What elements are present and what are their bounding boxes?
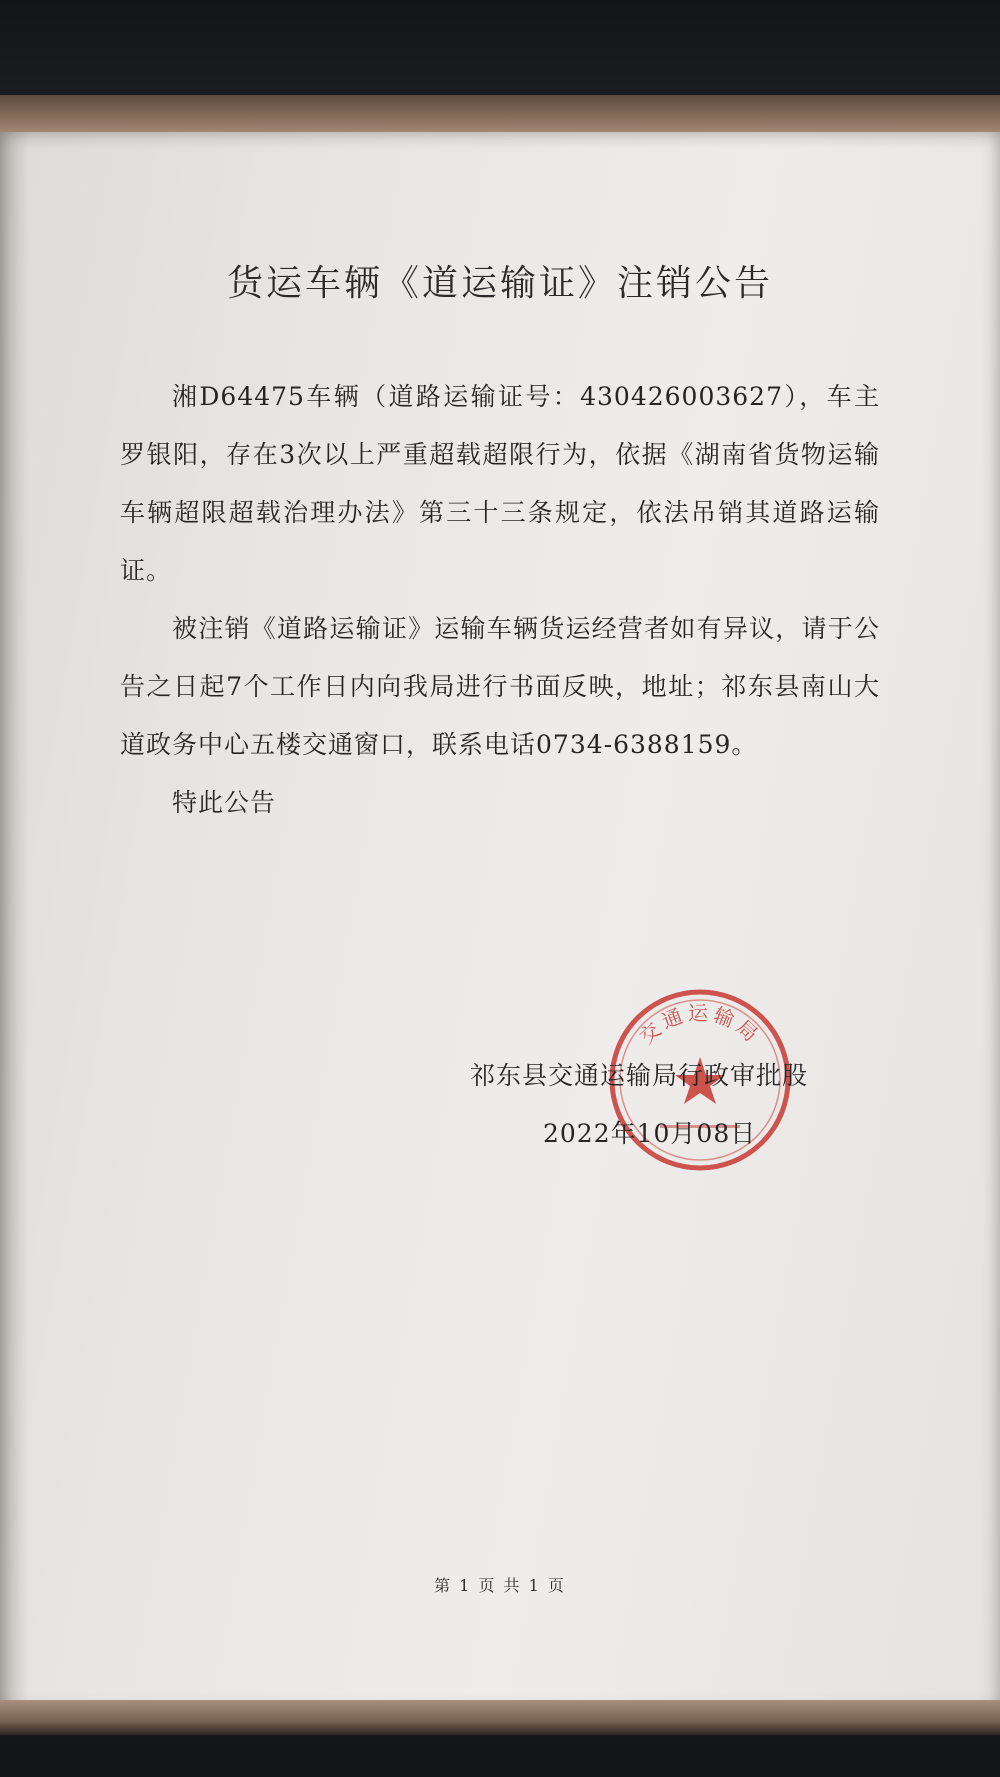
closing-line: 特此公告 <box>172 788 277 817</box>
svg-text:交通运输局 <box>635 1001 766 1049</box>
document-body <box>120 368 880 832</box>
signature-block <box>470 1047 870 1163</box>
paper-stack-edge-bottom <box>0 1700 1000 1735</box>
document-title: 货运车辆《道运输证》注销公告 <box>226 263 773 304</box>
paragraph-revocation: 湘D64475车辆（道路运输证号：430426003627），车主罗银阳，存在3次以上严重超载超限行为，依据《湖南省货物运输车辆超限超载治理办法》第三十三条规定，依法吊销其道路运输证。 <box>120 382 880 585</box>
paragraph-objection: 被注销《道路运输证》运输车辆货运经营者如有异议，请于公告之日起7个工作日内向我局进行书面反映，地址；祁东县南山大道政务中心五楼交通窗口，联系电话0734-6388159。 <box>120 614 880 759</box>
page-footer: 第 1 页 共 1 页 <box>434 1576 566 1595</box>
sheet-shadow <box>0 132 30 1712</box>
seal-text: 交通运输局 <box>634 1001 766 1049</box>
issue-date: 2022年10月08日 <box>543 1119 757 1148</box>
issuer-name: 祁东县交通运输局行政审批股 <box>470 1061 809 1090</box>
